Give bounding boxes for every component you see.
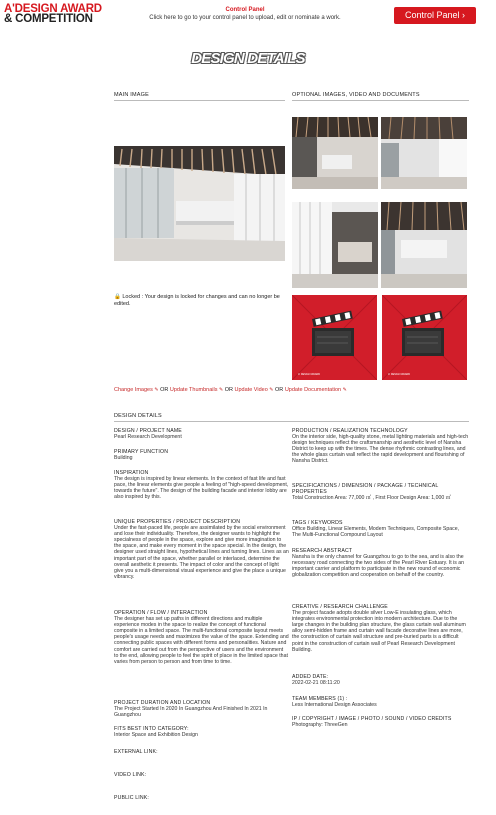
detail-external-link[interactable] — [114, 749, 289, 755]
edit-icon[interactable]: ✎ — [219, 387, 224, 393]
change-images-link[interactable]: Change Images — [114, 387, 153, 393]
detail-value: The Project Started In 2020 In Guangzhou And Finished In 2021 In Guangzhou — [114, 706, 268, 719]
detail-label: VIDEO LINK: — [114, 772, 147, 778]
detail-tags-keywords — [292, 520, 469, 538]
detail-value: Photography: ThreeGen — [292, 722, 348, 729]
clapperboard-icon — [292, 295, 377, 380]
optional-media-label: OPTIONAL IMAGES, VIDEO AND DOCUMENTS — [292, 92, 420, 98]
design-details-label: DESIGN DETAILS — [114, 413, 162, 419]
detail-label: UNIQUE PROPERTIES / PROJECT DESCRIPTION — [114, 519, 241, 525]
video-placeholder[interactable] — [292, 295, 377, 380]
logo-line-1: A'DESIGN AWARD — [4, 3, 102, 15]
detail-category — [114, 726, 289, 738]
lobby-photo-thumb-4 — [381, 202, 467, 288]
adesign-logo[interactable] — [4, 4, 102, 24]
optional-image-2[interactable] — [381, 117, 467, 189]
lobby-photo-thumb-1 — [292, 117, 378, 189]
detail-value: On the interior side, high-quality stone, metal lighting materials and high-tech design techniques reflect the craftsmanship and aesthetic level of Nansha District to keep up with the times. The dense rhythmic contrasting lines, and the whole glass curtain wall reflect the rapid development and flourishing of Nansha District. — [292, 434, 469, 465]
lobby-photo-main — [114, 146, 285, 261]
detail-value: 2022-02-21 08:11:20 — [292, 680, 340, 687]
edit-icon[interactable]: ✎ — [342, 387, 347, 393]
edit-icon[interactable]: ✎ — [269, 387, 274, 393]
detail-label: OPERATION / FLOW / INTERACTION — [114, 610, 208, 616]
divider — [114, 421, 469, 422]
detail-value: Office Building, Linear Elements, Modern Techniques, Composite Space, The Multi-Functional Compound Layout — [292, 526, 460, 539]
detail-label: TEAM MEMBERS (1) : — [292, 696, 348, 702]
detail-public-link[interactable] — [114, 795, 289, 801]
detail-label: EXTERNAL LINK: — [114, 749, 158, 755]
detail-credits — [292, 716, 469, 728]
detail-label: TAGS / KEYWORDS — [292, 520, 343, 526]
detail-label: RESEARCH ABSTRACT — [292, 548, 353, 554]
detail-operation-flow — [114, 610, 289, 665]
optional-image-3[interactable] — [292, 202, 378, 288]
documentation-placeholder[interactable] — [382, 295, 467, 380]
lobby-photo-thumb-3 — [292, 202, 378, 288]
optional-image-1[interactable] — [292, 117, 378, 189]
documentation-tile-caption: A' DESIGN AWARD — [388, 373, 411, 376]
main-image[interactable] — [114, 146, 285, 261]
detail-label: CREATIVE / RESEARCH CHALLENGE — [292, 604, 388, 610]
detail-label: PRIMARY FUNCTION — [114, 449, 169, 455]
clapperboard-icon — [382, 295, 467, 380]
lock-notice: 🔒 Locked : Your design is locked for changes and can no longer be edited. — [114, 294, 280, 307]
detail-inspiration — [114, 470, 289, 500]
divider — [292, 100, 469, 101]
control-panel-notice[interactable] — [135, 7, 355, 21]
main-image-label: MAIN IMAGE — [114, 92, 150, 98]
detail-label: PUBLIC LINK: — [114, 795, 149, 801]
detail-added-date — [292, 674, 469, 686]
detail-value: Under the fast-paced life, people are assimilated by the social environment and lose their individuality. Therefore, the designer wants to highlight the specialness of people in the space, explore and give more imagination to the space, and make every moment in the space special. In the design, the designer used straight lines, hypothetical lines and turning lines. Lines as an important part of the space, whether parallel or interlaced, determine the overall aesthetic it presents. The impact of color and the concept of light give you a multi-dimensional visual experience and give the place a unique vibrancy. — [114, 525, 289, 580]
detail-value: The design is inspired by linear elements. In the context of fast life and fast pace, the linear elements give people a feeling of "high-speed development, towards the future". The design of the building facade and interior lobby are also inspired by this. — [114, 476, 289, 501]
edit-icon[interactable]: ✎ — [154, 387, 159, 393]
detail-video-link[interactable] — [114, 772, 289, 778]
detail-label: DESIGN / PROJECT NAME — [114, 428, 182, 434]
video-tile-caption: A' DESIGN AWARD — [298, 373, 321, 376]
detail-research-abstract — [292, 548, 469, 578]
update-documentation-link[interactable]: Update Documentation — [284, 387, 342, 393]
detail-label: IP / COPYRIGHT / IMAGE / PHOTO / SOUND / VIDEO CREDITS — [292, 716, 452, 722]
divider — [114, 100, 285, 101]
control-panel-button[interactable]: Control Panel › — [394, 7, 476, 24]
detail-duration-location — [114, 700, 289, 718]
page-title: DESIGN DETAILS — [191, 50, 305, 67]
update-thumbnails-link[interactable]: Update Thumbnails — [169, 387, 218, 393]
detail-primary-function — [114, 449, 289, 461]
detail-creative-challenge — [292, 604, 469, 653]
update-links — [114, 387, 347, 393]
detail-project-name — [114, 428, 289, 440]
or-separator: OR — [275, 387, 285, 393]
lobby-photo-thumb-2 — [381, 117, 467, 189]
detail-value: Total Construction Area: 77,000 ㎡ , First Floor Design Area: 1,000 ㎡ — [292, 495, 451, 502]
detail-unique-properties — [114, 519, 289, 580]
detail-label: ADDED DATE: — [292, 674, 329, 680]
logo-line-2: & COMPETITION — [4, 13, 93, 25]
detail-value: Nansha is the only channel for Guangzhou to go to the sea, and is also the necessary road connecting the two sides of the Pearl River Estuary. It is an important carrier and platform to participate in the new round of economic globalization competition and cooperation on behalf of the country. — [292, 554, 465, 579]
detail-label: PRODUCTION / REALIZATION TECHNOLOGY — [292, 428, 408, 434]
or-separator: OR — [160, 387, 170, 393]
detail-label: FITS BEST INTO CATEGORY: — [114, 726, 189, 732]
top-bar — [0, 0, 496, 30]
detail-value: Pearl Research Development — [114, 434, 182, 441]
detail-value: The project facade adopts double silver Low-E insulating glass, which integrates environmental protection into modern architecture. Due to the large changes in the building plan structure, the glass curtain wall aluminum alloy semi-hidden frame and curtain wall facade decorative lines are more, the construction of curtain wall structure and pre-buried parts is a difficult point in the construction of curtain wall of Pearl Research Development Building. — [292, 610, 466, 653]
detail-value: The designer has set up paths in different directions and multiple experience modes in the space to realize the concept of functional composite in a limited space. The multi-functional composite layout meets people's usage needs and maximizes the value of the space. Extending and connecting public spaces with different forms and personalities. Nature and comfort are carried out from the perspective of users and the environment to the end, allowing people to feel the spirit of place in the limited space that varies from person to person and from time to time. — [114, 616, 289, 665]
detail-value: Less International Design Associates — [292, 702, 377, 709]
update-video-link[interactable]: Update Video — [234, 387, 268, 393]
detail-label: SPECIFICATIONS / DIMENSION / PACKAGE / TECHNICAL PROPERTIES — [292, 483, 439, 496]
or-separator: OR — [224, 387, 235, 393]
detail-team-members — [292, 696, 469, 708]
control-panel-subtitle[interactable]: Click here to go to your control panel to upload, edit or nominate a work. — [149, 15, 341, 21]
detail-specifications — [292, 483, 469, 501]
optional-image-4[interactable] — [381, 202, 467, 288]
detail-label: PROJECT DURATION AND LOCATION — [114, 700, 211, 706]
detail-value: Interior Space and Exhibition Design — [114, 732, 198, 739]
detail-label: INSPIRATION — [114, 470, 149, 476]
detail-production-technology — [292, 428, 469, 465]
detail-value: Building — [114, 455, 133, 462]
control-panel-title[interactable]: Control Panel — [225, 7, 265, 13]
